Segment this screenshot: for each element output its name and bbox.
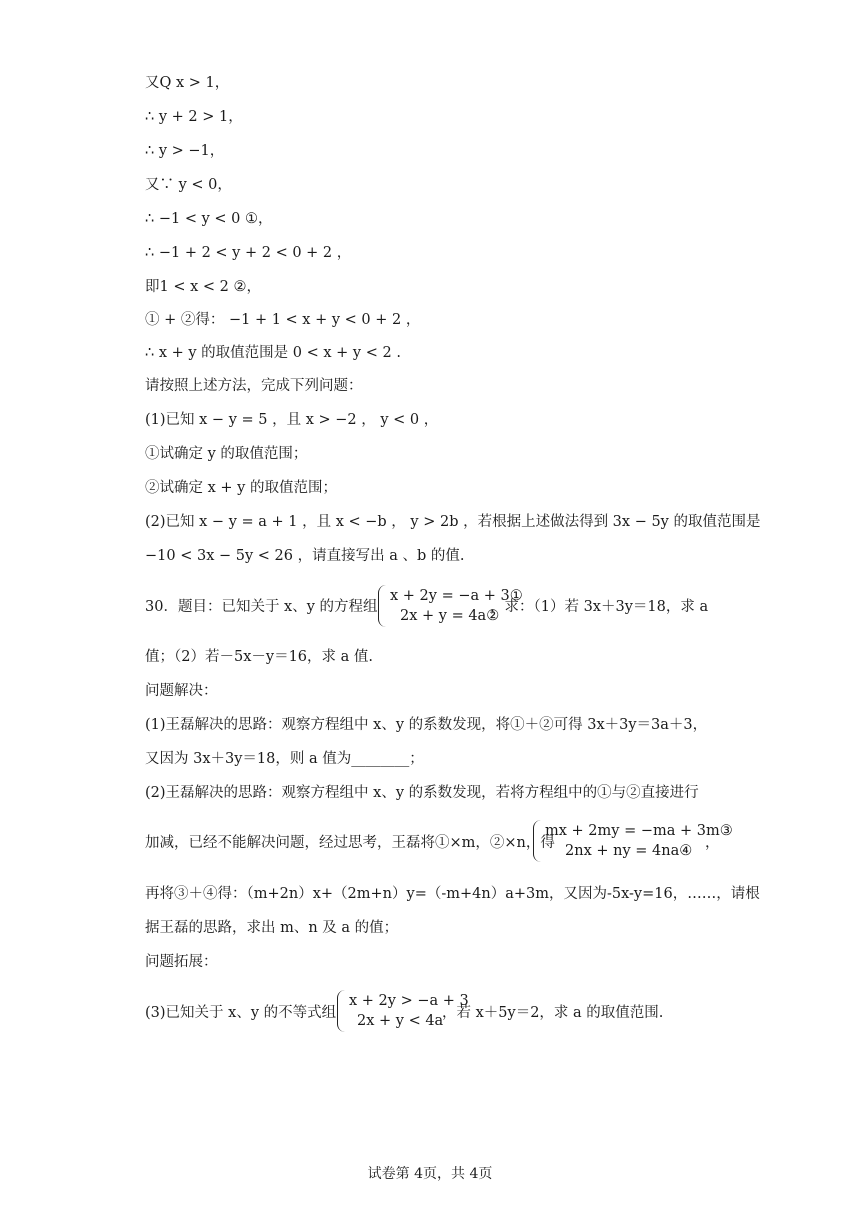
text-line: (1)已知 x − y = 5 ，且 x > −2 ， y < 0 ， <box>145 412 439 428</box>
inequality-2: 2x + y < 4a <box>357 1013 444 1029</box>
question-30-heading <box>145 597 378 617</box>
text-line: ∴ −1 < y < 0 ①， <box>145 211 273 227</box>
page-footer: 试卷第 4页，共 4页 <box>367 1166 493 1182</box>
text-line: 又因为 3x＋3y＝18，则 a 值为________； <box>145 751 424 767</box>
text-line: 再将③＋④得：（m+2n）x+（2m+n）y=（-m+4n）a+3m，又因为-5x-y=16，……，请根 <box>145 886 760 902</box>
text-line: (3)已知关于 x、y 的不等式组 <box>145 1005 337 1021</box>
equation-system-2 <box>533 820 733 862</box>
text-line: ①试确定 y 的取值范围； <box>145 446 308 462</box>
q30-suffix: ，求：（1）若 3x＋3y＝18，求 a <box>490 599 709 615</box>
text-line: ②试确定 x + y 的取值范围； <box>145 480 337 496</box>
text-line: ， <box>705 835 720 851</box>
text-line: 即1 < x < 2 ②， <box>145 279 261 295</box>
text-line: 问题解决： <box>145 683 218 699</box>
text-line: 值；（2）若－5x－y＝16，求 a 值. <box>145 649 373 665</box>
equation-system-1 <box>378 585 523 627</box>
text-line: ∴ −1 + 2 < y + 2 < 0 + 2 ， <box>145 245 352 261</box>
text-line: 请按照上述方法，完成下列问题： <box>145 378 363 394</box>
text-line: (2)已知 x − y = a + 1 ，且 x < −b ， y > 2b ，若根据上述做法得到 3x − 5y 的取值范围是 <box>145 514 761 530</box>
text-line: ，若 x＋5y＝2，求 a 的取值范围. <box>442 1005 664 1021</box>
inequality-1: x + 2y > −a + 3 <box>349 993 469 1009</box>
text-line: 据王磊的思路，求出 m、n 及 a 的值； <box>145 920 399 936</box>
text-line: 又Q x > 1， <box>145 75 230 91</box>
equation-1: x + 2y = −a + 3① <box>390 588 523 604</box>
text-line: ∴ y > −1， <box>145 143 225 159</box>
text-line: −10 < 3x − 5y < 26 ，请直接写出 a 、b 的值. <box>145 548 465 564</box>
text-line: (1)王磊解决的思路：观察方程组中 x、y 的系数发现，将①＋②可得 3x＋3y＝3a＋3， <box>145 717 708 733</box>
text-line: 问题拓展： <box>145 954 218 970</box>
text-line: 又∵ y < 0， <box>145 177 232 193</box>
equation-2: 2x + y = 4a② <box>400 608 500 624</box>
text-line: (2)王磊解决的思路：观察方程组中 x、y 的系数发现，若将方程组中的①与②直接进行 <box>145 785 699 801</box>
inequality-system <box>337 990 469 1032</box>
brace-icon <box>337 990 345 1032</box>
brace-icon <box>378 585 386 627</box>
text-line: ∴ y + 2 > 1， <box>145 109 243 125</box>
equation-3: mx + 2my = −ma + 3m③ <box>545 823 733 839</box>
equation-4: 2nx + ny = 4na④ <box>565 843 693 859</box>
q30-prefix: 30．题目：已知关于 x、y 的方程组 <box>145 599 378 615</box>
text-line: 加减，已经不能解决问题，经过思考，王磊将①×m，②×n，得 <box>145 835 555 851</box>
brace-icon <box>533 820 541 862</box>
text-line: ① + ②得： −1 + 1 < x + y < 0 + 2 ， <box>145 312 421 328</box>
text-line: ∴ x + y 的取值范围是 0 < x + y < 2 . <box>145 345 401 361</box>
